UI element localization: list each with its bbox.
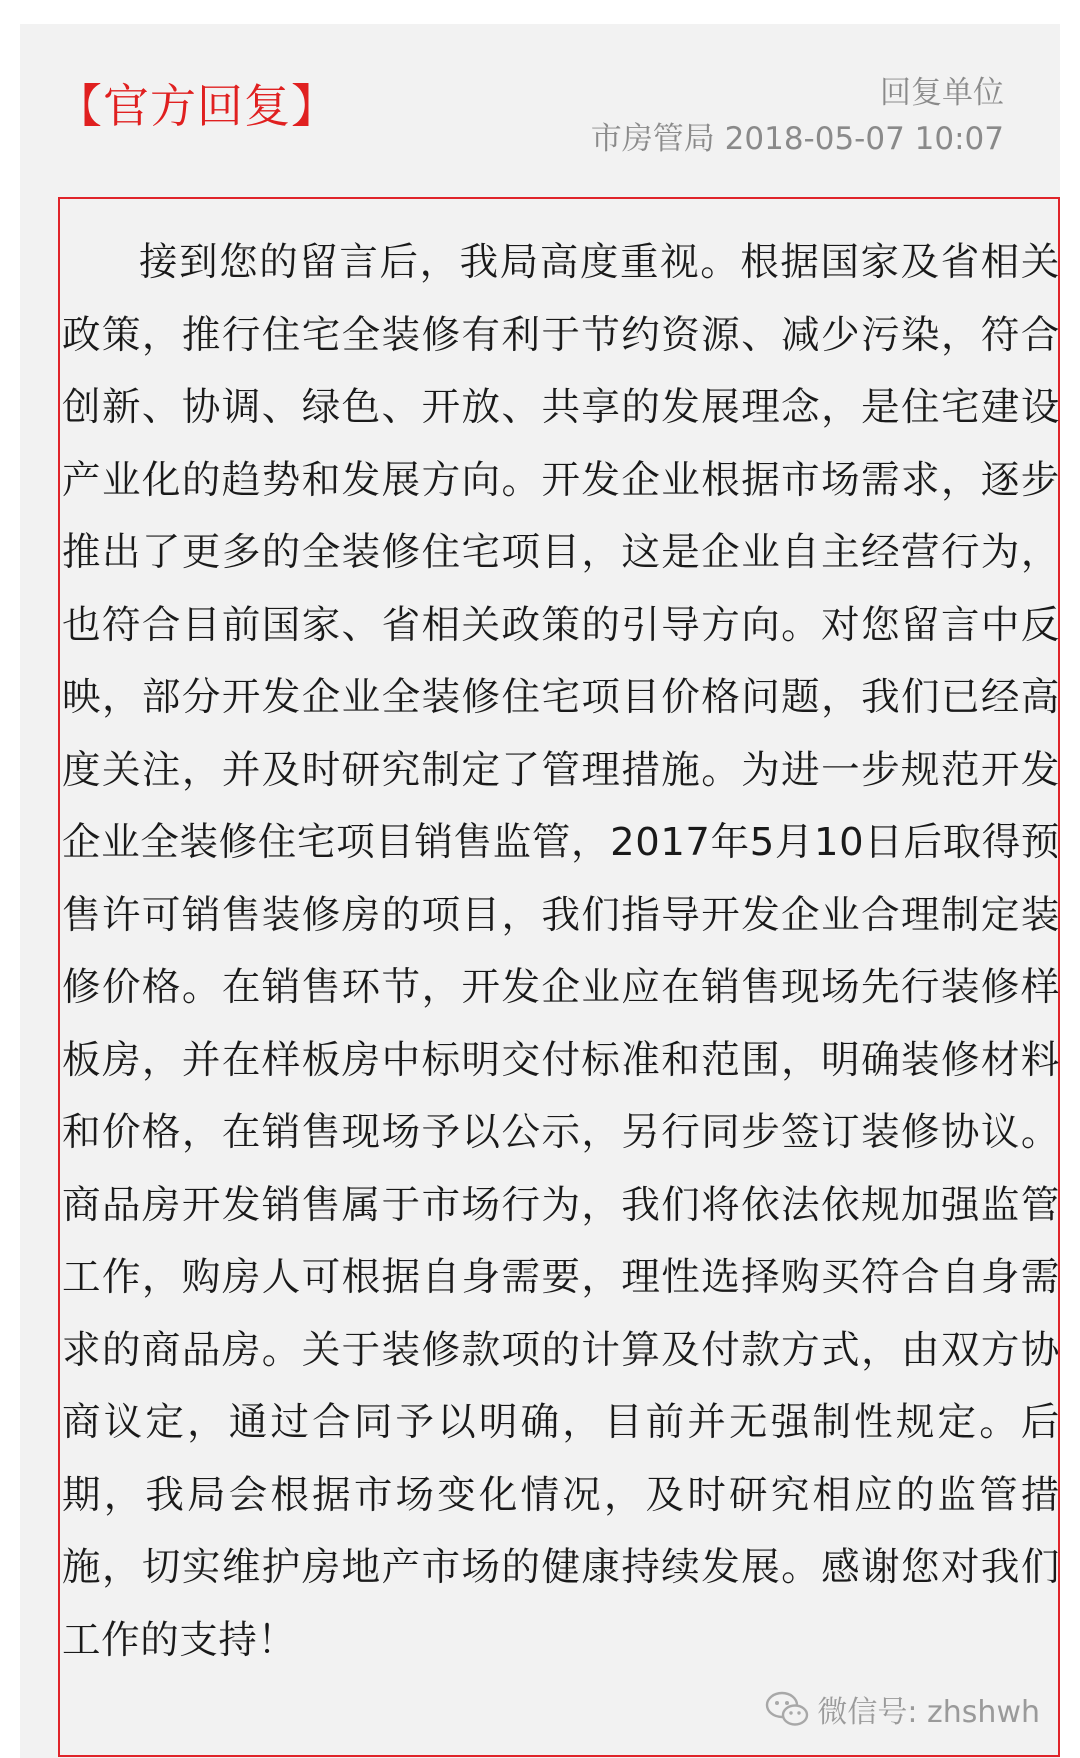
- official-reply-panel: [20, 24, 1060, 1758]
- official-reply-tag: 【官方回复】: [56, 79, 338, 133]
- reply-text: 接到您的留言后，我局高度重视。根据国家及省相关政策，推行住宅全装修有利于节约资源、减少污染，符合创新、协调、绿色、开放、共享的发展理念，是住宅建设产业化的趋势和发展方向。开发企业根据市场需求，逐步推出了更多的全装修住宅项目，这是企业自主经营行为，也符合目前国家、省相关政策的引导方向。对您留言中反映，部分开发企业全装修住宅项目价格问题，我们已经高度关注，并及时研究制定了管理措施。为进一步规范开发企业全装修住宅项目销售监管，2017年5月10日后取得预售许可销售装修房的项目，我们指导开发企业合理制定装修价格。在销售环节，开发企业应在销售现场先行装修样板房，并在样板房中标明交付标准和范围，明确装修材料和价格，在销售现场予以公示，另行同步签订装修协议。商品房开发销售属于市场行为，我们将依法依规加强监管工作，购房人可根据自身需要，理性选择购买符合自身需求的商品房。关于装修款项的计算及付款方式，由双方协商议定，通过合同予以明确，目前并无强制性规定。后期，我局会根据市场变化情况，及时研究相应的监管措施，切实维护房地产市场的健康持续发展。感谢您对我们工作的支持！: [62, 240, 1060, 1663]
- wechat-icon: [765, 1691, 809, 1727]
- reply-unit-and-time: 市房管局 2018-05-07 10:07: [590, 121, 1004, 157]
- reply-meta: [591, 70, 1004, 162]
- reply-unit-label: 回复单位: [880, 75, 1004, 111]
- wechat-watermark: [765, 1687, 1040, 1731]
- watermark-text: 微信号: zhshwh: [817, 1695, 1040, 1730]
- reply-content-box: [58, 197, 1060, 1757]
